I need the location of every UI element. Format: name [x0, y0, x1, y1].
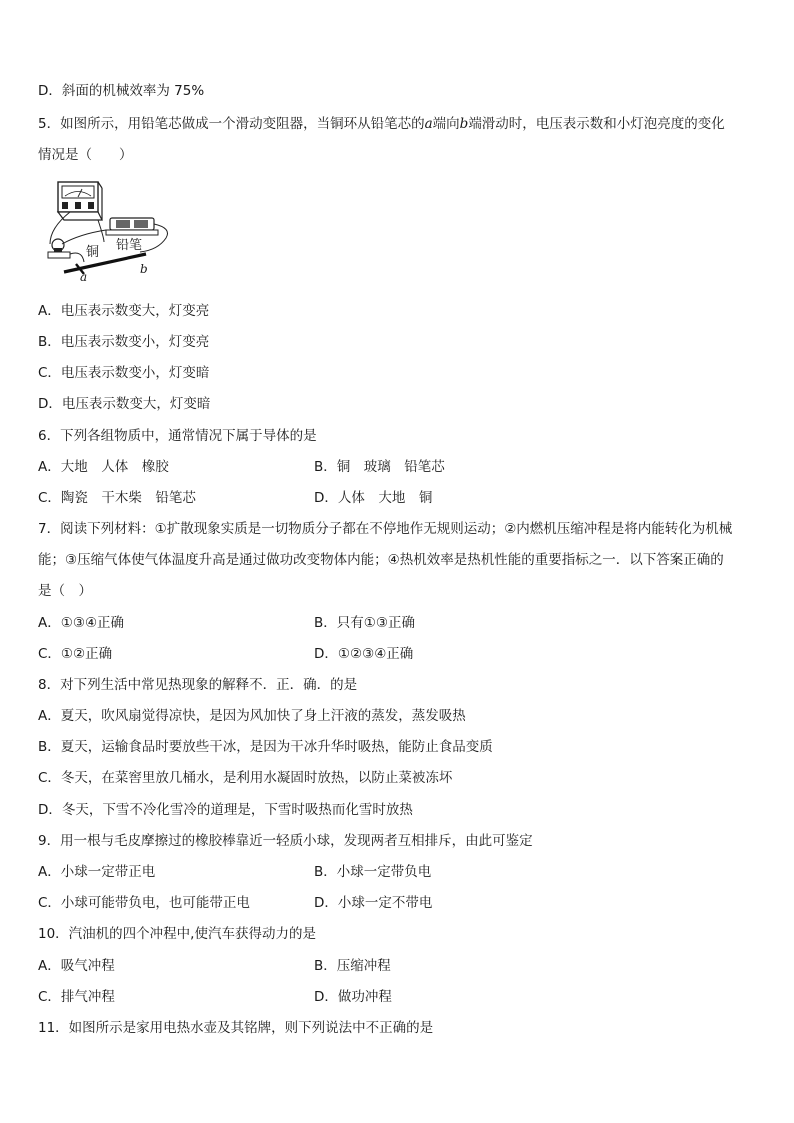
- q10-option-b: B．压缩冲程: [314, 958, 391, 974]
- label-copper: 铜: [86, 245, 100, 260]
- q9-option-a: A．小球一定带正电: [38, 864, 156, 880]
- question-7-stem: 7．阅读下列材料：①扩散现象实质是一切物质分子都在不停地作无规则运动；②内燃机压缩冲程是将内能转化为机械: [38, 521, 733, 537]
- q8-option-d: D．冬天，下雪不冷化雪冷的道理是，下雪时吸热而化雪时放热: [38, 802, 413, 818]
- q7-option-a: A．①③④正确: [38, 615, 125, 631]
- q10-option-a: A．吸气冲程: [38, 958, 115, 974]
- q9-option-c: C．小球可能带负电，也可能带正电: [38, 895, 250, 911]
- question-7-stem-2: 能；③压缩气体使气体温度升高是通过做功改变物体内能；④热机效率是热机性能的重要指标之一．以下答案正确的: [38, 552, 724, 568]
- circuit-figure: [40, 178, 170, 284]
- q9-option-d: D．小球一定不带电: [314, 895, 433, 911]
- voltmeter-icon: [58, 182, 102, 220]
- q10-option-c: C．排气冲程: [38, 989, 115, 1005]
- question-11-stem: 11．如图所示是家用电热水壶及其铭牌，则下列说法中不正确的是: [38, 1020, 434, 1036]
- q8-option-c: C．冬天，在菜窖里放几桶水，是利用水凝固时放热，以防止菜被冻坏: [38, 770, 453, 786]
- q7-option-c: C．①②正确: [38, 646, 113, 662]
- q6-option-b: B．铜 玻璃 铅笔芯: [314, 459, 445, 475]
- q5-option-d: D．电压表示数变大，灯变暗: [38, 396, 211, 412]
- question-9-stem: 9．用一根与毛皮摩擦过的橡胶棒靠近一轻质小球，发现两者互相排斥，由此可鉴定: [38, 833, 533, 849]
- question-5-stem-cont: 情况是（ ）: [38, 147, 133, 163]
- q6-option-a: A．大地 人体 橡胶: [38, 459, 169, 475]
- q10-option-d: D．做功冲程: [314, 989, 392, 1005]
- q6-option-d: D．人体 大地 铜: [314, 490, 433, 506]
- q8-option-a: A．夏天，吹风扇觉得凉快，是因为风加快了身上汗液的蒸发，蒸发吸热: [38, 708, 466, 724]
- label-a: a: [80, 270, 88, 284]
- option-d-previous: D．斜面的机械效率为 75%: [38, 83, 205, 99]
- battery-icon: [106, 218, 158, 235]
- q6-option-c: C．陶瓷 干木柴 铅笔芯: [38, 490, 196, 506]
- question-5-stem: 5．如图所示，用铅笔芯做成一个滑动变阻器，当铜环从铅笔芯的a端向b端滑动时，电压表示数和小灯泡亮度的变化: [38, 116, 725, 132]
- q8-option-b: B．夏天，运输食品时要放些干冰，是因为干冰升华时吸热，能防止食品变质: [38, 739, 493, 755]
- question-7-stem-3: 是（ ）: [38, 583, 92, 599]
- label-b: b: [140, 262, 148, 276]
- question-6-stem: 6．下列各组物质中，通常情况下属于导体的是: [38, 428, 317, 444]
- q7-option-d: D．①②③④正确: [314, 646, 414, 662]
- question-10-stem: 10．汽油机的四个冲程中,使汽车获得动力的是: [38, 926, 316, 942]
- pencil-lead: [64, 254, 146, 272]
- q9-option-b: B．小球一定带负电: [314, 864, 432, 880]
- q5-option-c: C．电压表示数变小，灯变暗: [38, 365, 210, 381]
- question-8-stem: 8．对下列生活中常见热现象的解释不．正．确．的是: [38, 677, 358, 693]
- q7-option-b: B．只有①③正确: [314, 615, 415, 631]
- label-pencil: 铅笔: [116, 238, 143, 253]
- q5-option-a: A．电压表示数变大，灯变亮: [38, 303, 210, 319]
- q5-option-b: B．电压表示数变小，灯变亮: [38, 334, 210, 350]
